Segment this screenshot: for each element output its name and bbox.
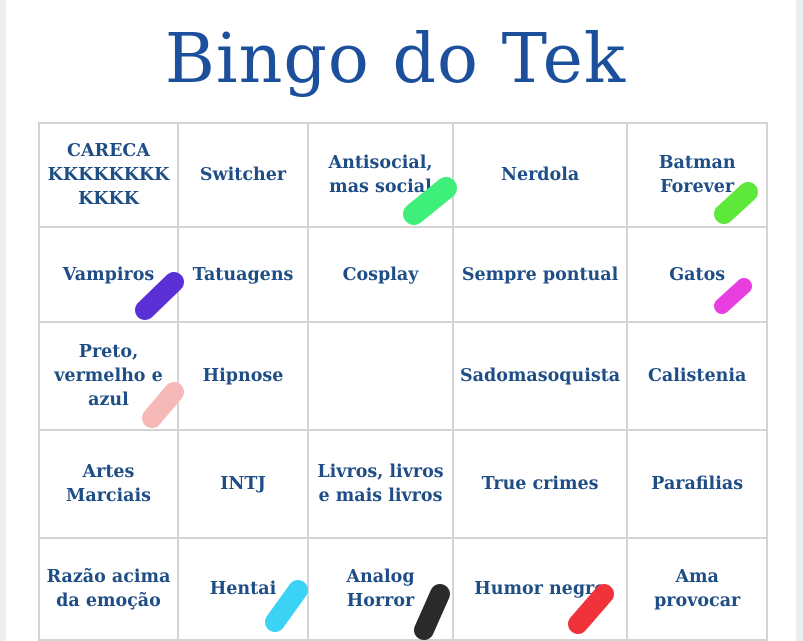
cell-label: Tatuagens xyxy=(192,264,294,285)
grid-row xyxy=(39,430,767,538)
bingo-grid xyxy=(38,122,768,641)
cell-label: True crimes xyxy=(481,474,599,494)
bingo-cell[interactable] xyxy=(627,227,767,322)
cell-label: Livros, livros e mais livros xyxy=(317,462,444,506)
cell-label: Calistenia xyxy=(647,366,747,386)
cell-label: Cosplay xyxy=(342,264,419,285)
bingo-cell[interactable] xyxy=(178,430,308,538)
bingo-cell[interactable] xyxy=(39,322,178,430)
bingo-cell[interactable] xyxy=(39,538,178,640)
bingo-cell[interactable] xyxy=(39,227,178,322)
bingo-cell[interactable] xyxy=(178,538,308,640)
cell-label: Parafilias xyxy=(651,474,744,494)
bingo-cell[interactable] xyxy=(453,322,627,430)
bingo-cell[interactable] xyxy=(453,538,627,640)
cell-label: Vampiros xyxy=(62,264,155,285)
grid-row xyxy=(39,227,767,322)
grid-row xyxy=(39,322,767,430)
bingo-cell[interactable] xyxy=(627,322,767,430)
bingo-cell[interactable] xyxy=(178,227,308,322)
cell-label: Sempre pontual xyxy=(461,264,619,285)
bingo-cell[interactable] xyxy=(453,123,627,227)
cell-label: CARECA KKKKKKKK KKKK xyxy=(47,141,170,209)
cell-label: Razão acima da emoção xyxy=(46,567,171,611)
bingo-cell[interactable] xyxy=(178,123,308,227)
cell-label: INTJ xyxy=(220,474,266,494)
page-title: Bingo do Tek xyxy=(164,20,627,99)
cell-label: Preto, vermelho e azul xyxy=(54,342,163,410)
bingo-cell[interactable] xyxy=(453,227,627,322)
grid-row xyxy=(39,538,767,640)
cell-label: Humor negro xyxy=(474,579,606,599)
bingo-cell[interactable] xyxy=(39,430,178,538)
cell-label: Sadomasoquista xyxy=(460,366,621,386)
bingo-cell[interactable] xyxy=(39,123,178,227)
cell-label: Gatos xyxy=(669,264,726,285)
cell-label: Batman Forever xyxy=(658,153,736,197)
cell-label: Artes Marciais xyxy=(65,462,152,506)
cell-label: Hentai xyxy=(209,579,277,599)
bingo-cell[interactable] xyxy=(308,227,453,322)
bingo-cell[interactable] xyxy=(308,430,453,538)
bingo-cell[interactable] xyxy=(627,430,767,538)
cell-label: Hipnose xyxy=(202,366,284,386)
cell-label: Analog Horror xyxy=(346,567,415,611)
cell-label: Antisocial, mas social xyxy=(328,153,433,197)
bingo-cell-free[interactable] xyxy=(308,322,453,430)
bingo-cell[interactable] xyxy=(627,538,767,640)
bingo-cell[interactable] xyxy=(308,123,453,227)
bingo-cell[interactable] xyxy=(178,322,308,430)
cell-label: Switcher xyxy=(199,165,287,185)
bingo-cell[interactable] xyxy=(453,430,627,538)
bingo-cell[interactable] xyxy=(308,538,453,640)
cell-label: Nerdola xyxy=(500,165,580,185)
bingo-cell[interactable] xyxy=(627,123,767,227)
cell-label: Ama provocar xyxy=(654,567,741,611)
grid-row xyxy=(39,123,767,227)
